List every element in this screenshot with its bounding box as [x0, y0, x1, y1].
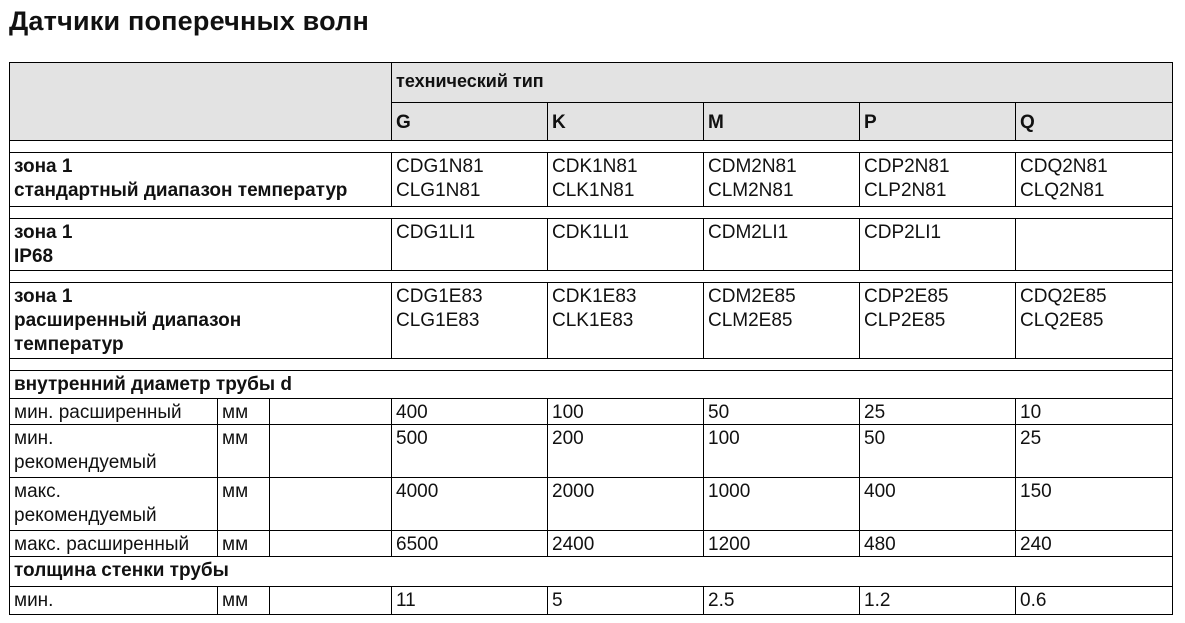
model-cell — [704, 219, 860, 271]
model-cell — [1016, 153, 1173, 207]
zone-label — [10, 153, 392, 207]
zone-label-line: зона 1 — [14, 286, 73, 307]
value-cell: 500 — [392, 425, 548, 478]
page-title: Датчики поперечных волн — [9, 6, 370, 36]
value-cell: 240 — [1016, 531, 1173, 557]
model-code: CDK1E83 — [552, 286, 637, 307]
param-label-line: макс. — [14, 481, 61, 502]
row-spacer — [10, 271, 1173, 283]
model-cell — [704, 153, 860, 207]
model-code: CDG1N81 — [396, 156, 484, 177]
empty-cell — [270, 399, 392, 425]
row-spacer — [10, 207, 1173, 219]
param-label-line: рекомендуемый — [14, 452, 157, 473]
zone-label-line: температур — [14, 334, 124, 355]
model-cell — [704, 283, 860, 359]
model-code: CDG1LI1 — [396, 222, 476, 243]
type-col-header: Q — [1016, 103, 1173, 141]
model-cell — [1016, 283, 1173, 359]
value-cell: 25 — [1016, 425, 1173, 478]
empty-cell — [270, 587, 392, 615]
value-cell: 200 — [548, 425, 704, 478]
model-code: CDP2N81 — [864, 156, 950, 177]
unit-cell: мм — [218, 399, 270, 425]
row-spacer — [10, 141, 1173, 153]
row-spacer — [10, 359, 1173, 371]
value-cell: 1200 — [704, 531, 860, 557]
param-label — [10, 478, 218, 531]
param-label-line: рекомендуемый — [14, 505, 157, 526]
value-cell: 2400 — [548, 531, 704, 557]
value-cell: 50 — [860, 425, 1016, 478]
model-cell — [548, 219, 704, 271]
param-label — [10, 587, 218, 615]
model-cell-empty — [1016, 219, 1173, 271]
value-cell: 100 — [548, 399, 704, 425]
zone-label-line: расширенный диапазон — [14, 310, 242, 331]
model-code: CDK1N81 — [552, 156, 638, 177]
param-label-line: мин. — [14, 590, 54, 611]
model-code: CDK1LI1 — [552, 222, 630, 243]
zone-label-line: IP68 — [14, 246, 54, 267]
value-cell: 50 — [704, 399, 860, 425]
empty-cell — [270, 478, 392, 531]
value-cell: 1.2 — [860, 587, 1016, 615]
param-label — [10, 425, 218, 478]
model-cell — [392, 153, 548, 207]
zone-label-line: зона 1 — [14, 156, 73, 177]
unit-cell: мм — [218, 531, 270, 557]
unit-cell: мм — [218, 425, 270, 478]
value-cell: 150 — [1016, 478, 1173, 531]
model-code: CDP2E85 — [864, 286, 949, 307]
value-cell: 480 — [860, 531, 1016, 557]
value-cell: 5 — [548, 587, 704, 615]
zone-label-line: стандартный диапазон температур — [14, 180, 348, 201]
value-cell: 1000 — [704, 478, 860, 531]
model-code: CDQ2E85 — [1020, 286, 1107, 307]
value-cell: 11 — [392, 587, 548, 615]
model-code: CLK1N81 — [552, 180, 635, 201]
zone-label — [10, 283, 392, 359]
model-cell — [548, 153, 704, 207]
type-col-header: G — [392, 103, 548, 141]
model-code: CDM2E85 — [708, 286, 796, 307]
unit-cell: мм — [218, 587, 270, 615]
model-cell — [860, 219, 1016, 271]
value-cell: 400 — [860, 478, 1016, 531]
model-cell — [860, 153, 1016, 207]
model-cell — [392, 219, 548, 271]
param-label — [10, 399, 218, 425]
value-cell: 2000 — [548, 478, 704, 531]
model-code: CDQ2N81 — [1020, 156, 1108, 177]
model-cell — [860, 283, 1016, 359]
value-cell: 400 — [392, 399, 548, 425]
type-col-header: P — [860, 103, 1016, 141]
header-blank-cell — [10, 63, 392, 141]
value-cell: 25 — [860, 399, 1016, 425]
section-heading-wall: толщина стенки трубы — [10, 557, 1173, 587]
empty-cell — [270, 531, 392, 557]
model-code: CDG1E83 — [396, 286, 483, 307]
type-col-header: M — [704, 103, 860, 141]
param-label-line: макс. расширенный — [14, 534, 190, 555]
model-code: CLG1N81 — [396, 180, 481, 201]
zone-label-line: зона 1 — [14, 222, 73, 243]
model-code: CLQ2E85 — [1020, 310, 1104, 331]
empty-cell — [270, 425, 392, 478]
param-label-line: мин. расширенный — [14, 402, 182, 423]
model-cell — [548, 283, 704, 359]
type-col-header: K — [548, 103, 704, 141]
sensor-table — [9, 62, 1173, 615]
param-label-line: мин. — [14, 428, 54, 449]
value-cell: 2.5 — [704, 587, 860, 615]
model-code: CLG1E83 — [396, 310, 480, 331]
section-heading-diameter: внутренний диаметр трубы d — [10, 371, 1173, 399]
model-code: CLK1E83 — [552, 310, 634, 331]
model-code: CDP2LI1 — [864, 222, 942, 243]
value-cell: 10 — [1016, 399, 1173, 425]
value-cell: 100 — [704, 425, 860, 478]
zone-label — [10, 219, 392, 271]
model-code: CLP2N81 — [864, 180, 947, 201]
type-header: технический тип — [392, 63, 1173, 103]
model-code: CDM2LI1 — [708, 222, 789, 243]
value-cell: 6500 — [392, 531, 548, 557]
model-code: CLM2N81 — [708, 180, 794, 201]
model-code: CDM2N81 — [708, 156, 797, 177]
model-code: CLM2E85 — [708, 310, 793, 331]
value-cell: 4000 — [392, 478, 548, 531]
unit-cell: мм — [218, 478, 270, 531]
value-cell: 0.6 — [1016, 587, 1173, 615]
param-label — [10, 531, 218, 557]
model-code: CLP2E85 — [864, 310, 946, 331]
model-cell — [392, 283, 548, 359]
model-code: CLQ2N81 — [1020, 180, 1105, 201]
